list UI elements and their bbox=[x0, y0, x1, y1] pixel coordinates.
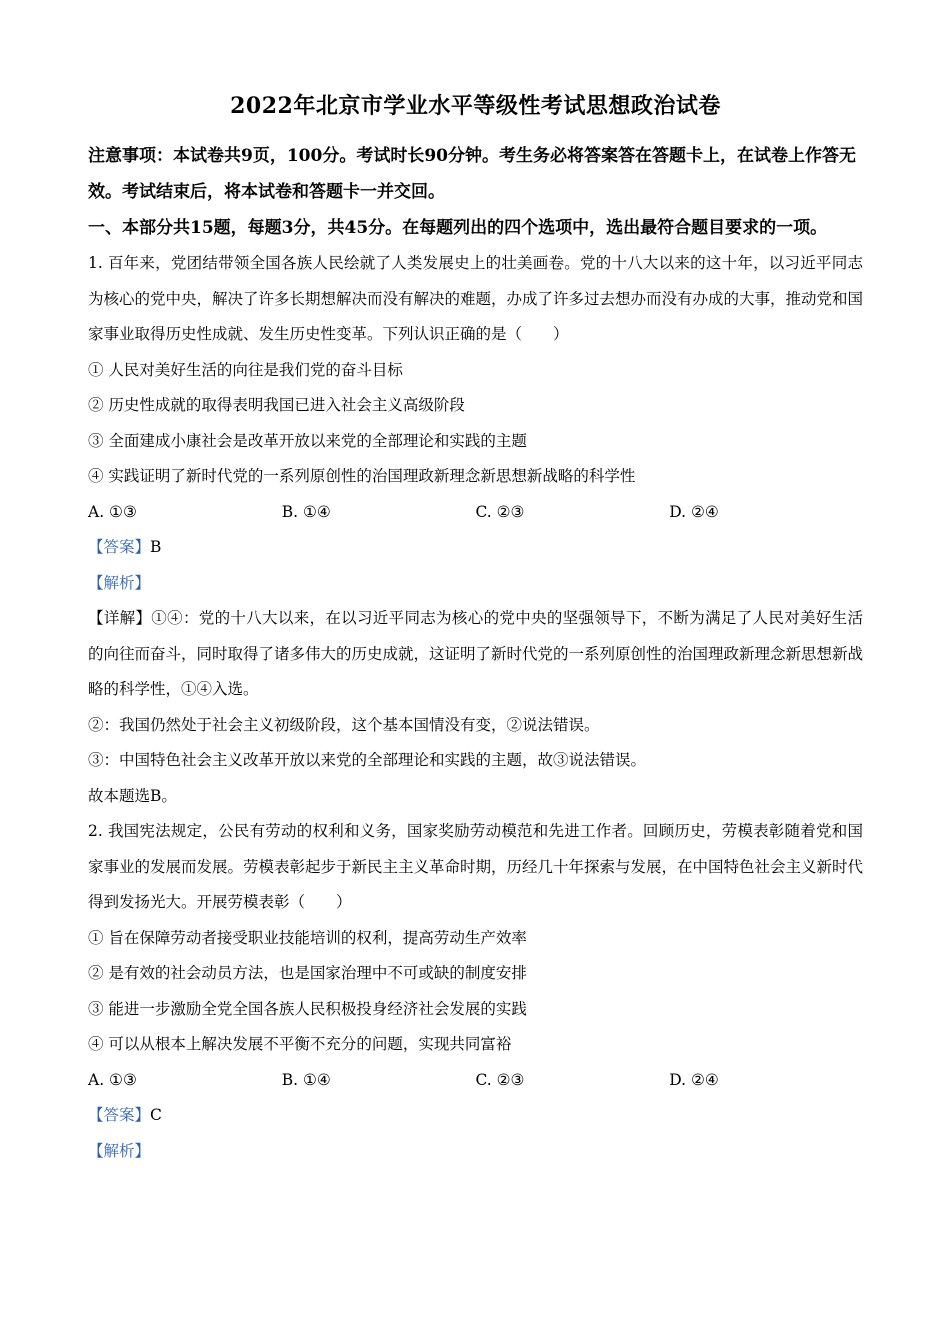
q2-answer-value: C bbox=[150, 1106, 162, 1124]
q1-statement-3: ③ 全面建成小康社会是改革开放以来党的全部理论和实践的主题 bbox=[88, 431, 527, 450]
answer-tag: 【答案】 bbox=[88, 538, 151, 556]
q1-detail bbox=[88, 601, 863, 708]
q1-conclusion: 故本题选B。 bbox=[88, 786, 177, 805]
q2-options bbox=[88, 1063, 863, 1099]
analysis-tag: 【解析】 bbox=[88, 1141, 151, 1160]
exam-title: 2022年北京市学业水平等级性考试思想政治试卷 bbox=[230, 93, 721, 119]
q1-detail-text: ①④：党的十八大以来，在以习近平同志为核心的党中央的坚强领导下，不断为满足了人民对美好生活的向往而奋斗，同时取得了诸多伟大的历史成就，这证明了新时代党的一系列原创性的治国理政新理念新思想新战略的科学性，①④入选。 bbox=[88, 609, 864, 698]
q1-statement-1: ① 人民对美好生活的向往是我们党的奋斗目标 bbox=[88, 360, 403, 379]
q2-option-b: B. ①④ bbox=[281, 1070, 331, 1089]
question-1 bbox=[88, 246, 863, 814]
q1-statement-4: ④ 实践证明了新时代党的一系列原创性的治国理政新理念新思想新战略的科学性 bbox=[88, 467, 636, 485]
question-2 bbox=[88, 814, 863, 1169]
q2-option-d: D. ②④ bbox=[669, 1070, 719, 1089]
q1-option-d: D. ②④ bbox=[669, 502, 719, 521]
q1-answer-value: B bbox=[150, 538, 162, 556]
q2-statement-1: ① 旨在保障劳动者接受职业技能培训的权利，提高劳动生产效率 bbox=[88, 928, 527, 947]
analysis-tag: 【解析】 bbox=[88, 573, 151, 592]
q2-statement-4: ④ 可以从根本上解决发展不平衡不充分的问题，实现共同富裕 bbox=[88, 1035, 512, 1053]
q1-explain-1: ②：我国仍然处于社会主义初级阶段，这个基本国情没有变，②说法错误。 bbox=[88, 715, 600, 734]
exam-page bbox=[88, 86, 863, 1169]
exam-notice: 注意事项：本试卷共9页，100分。考试时长90分钟。考生务必将答案答在答题卡上，在试卷上作答无效。考试结束后，将本试卷和答题卡一并交回。 bbox=[88, 146, 856, 202]
q2-answer bbox=[88, 1098, 863, 1134]
q1-statement-2: ② 历史性成就的取得表明我国已进入社会主义高级阶段 bbox=[88, 396, 465, 414]
q2-option-a: A. ①③ bbox=[88, 1070, 137, 1089]
q1-explain-2: ③：中国特色社会主义改革开放以来党的全部理论和实践的主题，故③说法错误。 bbox=[88, 751, 647, 769]
q1-analysis bbox=[88, 566, 863, 602]
q2-option-c: C. ②③ bbox=[475, 1070, 525, 1089]
detail-tag: 【详解】 bbox=[88, 609, 152, 627]
answer-tag: 【答案】 bbox=[88, 1106, 151, 1124]
q2-statement-2: ② 是有效的社会动员方法，也是国家治理中不可或缺的制度安排 bbox=[88, 964, 527, 982]
q1-options bbox=[88, 495, 863, 531]
q1-answer bbox=[88, 530, 863, 566]
question-2-stem: 2. 我国宪法规定，公民有劳动的权利和义务，国家奖励劳动模范和先进工作者。回顾历史，劳模表彰随着党和国家事业的发展而发展。劳模表彰起步于新民主主义革命时期，历经几十年探索与发展，在中国特色社会主义新时代得到发扬光大。开展劳模表彰（ ） bbox=[88, 822, 864, 911]
q2-analysis bbox=[88, 1134, 863, 1170]
q1-option-c: C. ②③ bbox=[475, 502, 525, 521]
q1-option-b: B. ①④ bbox=[281, 502, 331, 521]
question-1-stem: 1. 百年来，党团结带领全国各族人民绘就了人类发展史上的壮美画卷。党的十八大以来的这十年，以习近平同志为核心的党中央，解决了许多长期想解决而没有解决的难题，办成了许多过去想办而没有办成的大事，推动党和国家事业取得历史性成就、发生历史性变革。下列认识正确的是（ ） bbox=[88, 254, 864, 343]
section-heading: 一、本部分共15题，每题3分，共45分。在每题列出的四个选项中，选出最符合题目要求的一项。 bbox=[88, 218, 828, 238]
q1-option-a: A. ①③ bbox=[88, 502, 137, 521]
q2-statement-3: ③ 能进一步激励全党全国各族人民积极投身经济社会发展的实践 bbox=[88, 999, 527, 1018]
